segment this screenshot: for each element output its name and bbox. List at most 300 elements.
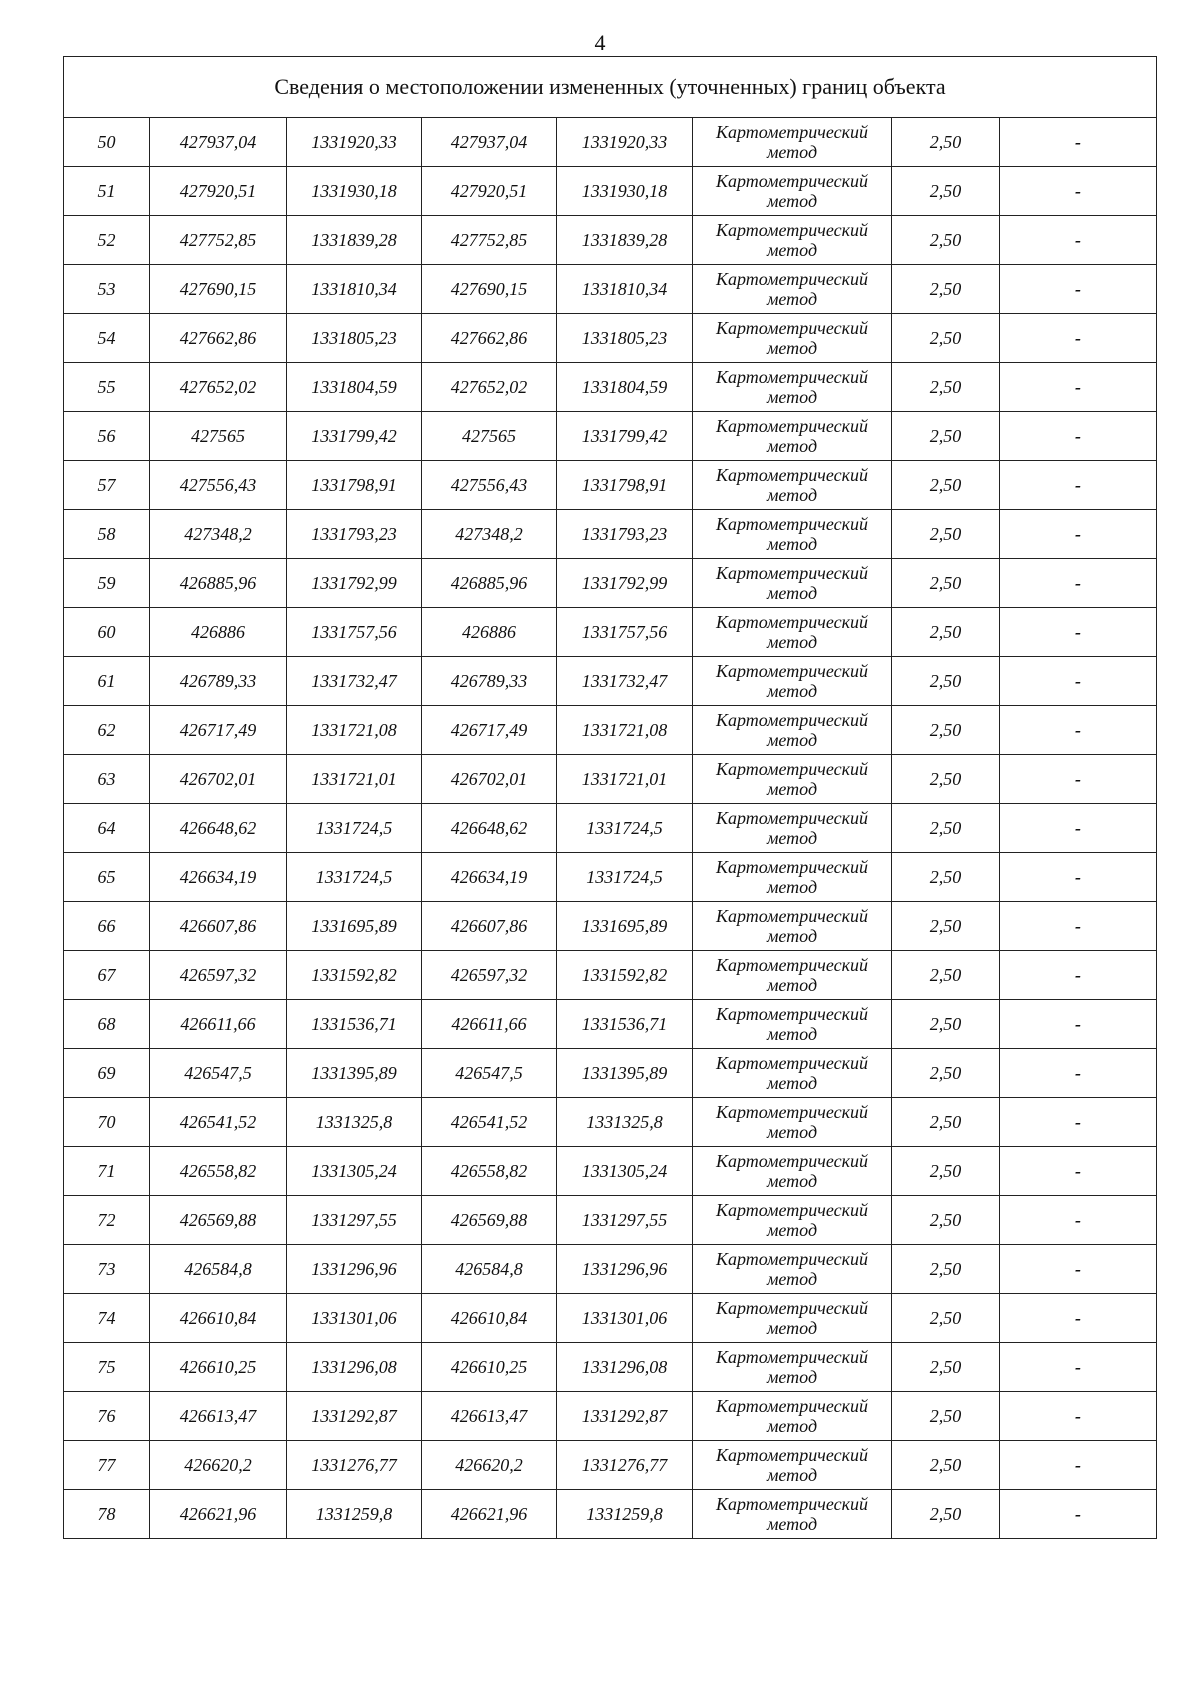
refined-x-cell: 427752,85 xyxy=(422,216,557,265)
method-cell xyxy=(693,608,892,657)
existing-x-cell: 427348,2 xyxy=(150,510,287,559)
note-cell: - xyxy=(1000,1392,1157,1441)
point-number-cell: 71 xyxy=(64,1147,150,1196)
method-line-1: Картометрический xyxy=(715,269,868,289)
method-line-2: метод xyxy=(766,436,818,456)
existing-y-cell: 1331259,8 xyxy=(287,1490,422,1539)
accuracy-cell: 2,50 xyxy=(892,706,1000,755)
method-cell xyxy=(693,1490,892,1539)
accuracy-cell: 2,50 xyxy=(892,1098,1000,1147)
existing-y-cell: 1331804,59 xyxy=(287,363,422,412)
method-cell xyxy=(693,657,892,706)
note-cell: - xyxy=(1000,363,1157,412)
method-cell xyxy=(693,1343,892,1392)
method-cell xyxy=(693,706,892,755)
method-line-2: метод xyxy=(766,534,818,554)
method-cell xyxy=(693,314,892,363)
accuracy-cell: 2,50 xyxy=(892,1245,1000,1294)
table-row xyxy=(64,1000,1157,1049)
method-cell xyxy=(693,216,892,265)
refined-x-cell: 427690,15 xyxy=(422,265,557,314)
method-line-1: Картометрический xyxy=(715,1298,868,1318)
existing-x-cell: 427565 xyxy=(150,412,287,461)
boundary-coordinates-table xyxy=(63,56,1157,1539)
method-cell xyxy=(693,1196,892,1245)
method-line-2: метод xyxy=(766,1367,818,1387)
point-number-cell: 54 xyxy=(64,314,150,363)
refined-y-cell: 1331732,47 xyxy=(557,657,693,706)
point-number-cell: 61 xyxy=(64,657,150,706)
method-line-1: Картометрический xyxy=(715,1347,868,1367)
refined-x-cell: 426607,86 xyxy=(422,902,557,951)
method-line-1: Картометрический xyxy=(715,1151,868,1171)
existing-y-cell: 1331805,23 xyxy=(287,314,422,363)
refined-x-cell: 427937,04 xyxy=(422,118,557,167)
table-row xyxy=(64,412,1157,461)
method-line-2: метод xyxy=(766,1318,818,1338)
page-number: 4 xyxy=(594,30,606,55)
refined-x-cell: 427662,86 xyxy=(422,314,557,363)
refined-y-cell: 1331305,24 xyxy=(557,1147,693,1196)
refined-y-cell: 1331798,91 xyxy=(557,461,693,510)
method-line-2: метод xyxy=(766,1416,818,1436)
existing-x-cell: 427662,86 xyxy=(150,314,287,363)
existing-y-cell: 1331724,5 xyxy=(287,804,422,853)
refined-y-cell: 1331839,28 xyxy=(557,216,693,265)
table-row xyxy=(64,118,1157,167)
refined-y-cell: 1331804,59 xyxy=(557,363,693,412)
method-cell xyxy=(693,510,892,559)
accuracy-cell: 2,50 xyxy=(892,1392,1000,1441)
point-number-cell: 51 xyxy=(64,167,150,216)
accuracy-cell: 2,50 xyxy=(892,1490,1000,1539)
method-cell xyxy=(693,118,892,167)
point-number-cell: 57 xyxy=(64,461,150,510)
point-number-cell: 63 xyxy=(64,755,150,804)
existing-y-cell: 1331798,91 xyxy=(287,461,422,510)
refined-x-cell: 427556,43 xyxy=(422,461,557,510)
accuracy-cell: 2,50 xyxy=(892,657,1000,706)
method-line-2: метод xyxy=(766,485,818,505)
table-header-row xyxy=(64,57,1157,118)
existing-y-cell: 1331793,23 xyxy=(287,510,422,559)
refined-x-cell: 427565 xyxy=(422,412,557,461)
method-line-1: Картометрический xyxy=(715,710,868,730)
note-cell: - xyxy=(1000,167,1157,216)
method-line-2: метод xyxy=(766,926,818,946)
point-number-cell: 69 xyxy=(64,1049,150,1098)
accuracy-cell: 2,50 xyxy=(892,461,1000,510)
refined-y-cell: 1331799,42 xyxy=(557,412,693,461)
note-cell: - xyxy=(1000,706,1157,755)
existing-y-cell: 1331732,47 xyxy=(287,657,422,706)
method-line-2: метод xyxy=(766,338,818,358)
method-cell xyxy=(693,1000,892,1049)
table-row xyxy=(64,951,1157,1000)
existing-y-cell: 1331839,28 xyxy=(287,216,422,265)
point-number-cell: 74 xyxy=(64,1294,150,1343)
accuracy-cell: 2,50 xyxy=(892,608,1000,657)
note-cell: - xyxy=(1000,755,1157,804)
method-line-2: метод xyxy=(766,632,818,652)
refined-y-cell: 1331792,99 xyxy=(557,559,693,608)
method-line-1: Картометрический xyxy=(715,612,868,632)
existing-x-cell: 427937,04 xyxy=(150,118,287,167)
existing-x-cell: 426610,84 xyxy=(150,1294,287,1343)
existing-x-cell: 426584,8 xyxy=(150,1245,287,1294)
point-number-cell: 60 xyxy=(64,608,150,657)
refined-x-cell: 426621,96 xyxy=(422,1490,557,1539)
point-number-cell: 64 xyxy=(64,804,150,853)
note-cell: - xyxy=(1000,559,1157,608)
method-line-2: метод xyxy=(766,975,818,995)
method-line-1: Картометрический xyxy=(715,1004,868,1024)
note-cell: - xyxy=(1000,1196,1157,1245)
existing-y-cell: 1331792,99 xyxy=(287,559,422,608)
refined-y-cell: 1331536,71 xyxy=(557,1000,693,1049)
table-row xyxy=(64,853,1157,902)
existing-y-cell: 1331296,96 xyxy=(287,1245,422,1294)
existing-y-cell: 1331721,01 xyxy=(287,755,422,804)
accuracy-cell: 2,50 xyxy=(892,265,1000,314)
accuracy-cell: 2,50 xyxy=(892,216,1000,265)
method-line-2: метод xyxy=(766,142,818,162)
method-line-2: метод xyxy=(766,877,818,897)
refined-x-cell: 426613,47 xyxy=(422,1392,557,1441)
method-line-1: Картометрический xyxy=(715,416,868,436)
method-line-1: Картометрический xyxy=(715,171,868,191)
note-cell: - xyxy=(1000,1098,1157,1147)
existing-y-cell: 1331757,56 xyxy=(287,608,422,657)
table-row xyxy=(64,559,1157,608)
point-number-cell: 75 xyxy=(64,1343,150,1392)
refined-y-cell: 1331793,23 xyxy=(557,510,693,559)
refined-y-cell: 1331805,23 xyxy=(557,314,693,363)
existing-y-cell: 1331276,77 xyxy=(287,1441,422,1490)
note-cell: - xyxy=(1000,1147,1157,1196)
accuracy-cell: 2,50 xyxy=(892,559,1000,608)
method-line-1: Картометрический xyxy=(715,955,868,975)
existing-x-cell: 426541,52 xyxy=(150,1098,287,1147)
accuracy-cell: 2,50 xyxy=(892,363,1000,412)
refined-x-cell: 427920,51 xyxy=(422,167,557,216)
existing-y-cell: 1331395,89 xyxy=(287,1049,422,1098)
point-number-cell: 58 xyxy=(64,510,150,559)
table-row xyxy=(64,1490,1157,1539)
refined-y-cell: 1331296,96 xyxy=(557,1245,693,1294)
method-line-1: Картометрический xyxy=(715,220,868,240)
existing-x-cell: 426547,5 xyxy=(150,1049,287,1098)
table-body xyxy=(64,57,1157,1539)
method-line-2: метод xyxy=(766,1269,818,1289)
existing-y-cell: 1331695,89 xyxy=(287,902,422,951)
existing-x-cell: 426569,88 xyxy=(150,1196,287,1245)
refined-y-cell: 1331276,77 xyxy=(557,1441,693,1490)
refined-y-cell: 1331395,89 xyxy=(557,1049,693,1098)
refined-y-cell: 1331724,5 xyxy=(557,804,693,853)
point-number-cell: 66 xyxy=(64,902,150,951)
table-row xyxy=(64,363,1157,412)
existing-y-cell: 1331810,34 xyxy=(287,265,422,314)
existing-x-cell: 426607,86 xyxy=(150,902,287,951)
accuracy-cell: 2,50 xyxy=(892,1294,1000,1343)
note-cell: - xyxy=(1000,412,1157,461)
existing-y-cell: 1331799,42 xyxy=(287,412,422,461)
refined-y-cell: 1331810,34 xyxy=(557,265,693,314)
refined-x-cell: 426634,19 xyxy=(422,853,557,902)
method-line-2: метод xyxy=(766,1122,818,1142)
note-cell: - xyxy=(1000,853,1157,902)
refined-y-cell: 1331695,89 xyxy=(557,902,693,951)
existing-x-cell: 426702,01 xyxy=(150,755,287,804)
note-cell: - xyxy=(1000,804,1157,853)
table-row xyxy=(64,265,1157,314)
method-cell xyxy=(693,167,892,216)
method-line-1: Картометрический xyxy=(715,906,868,926)
existing-x-cell: 427920,51 xyxy=(150,167,287,216)
method-cell xyxy=(693,1294,892,1343)
method-line-1: Картометрический xyxy=(715,759,868,779)
existing-x-cell: 426613,47 xyxy=(150,1392,287,1441)
method-line-2: метод xyxy=(766,1465,818,1485)
note-cell: - xyxy=(1000,461,1157,510)
accuracy-cell: 2,50 xyxy=(892,1441,1000,1490)
accuracy-cell: 2,50 xyxy=(892,951,1000,1000)
table-row xyxy=(64,1098,1157,1147)
note-cell: - xyxy=(1000,1441,1157,1490)
note-cell: - xyxy=(1000,1245,1157,1294)
table-row xyxy=(64,608,1157,657)
note-cell: - xyxy=(1000,902,1157,951)
point-number-cell: 50 xyxy=(64,118,150,167)
existing-x-cell: 426886 xyxy=(150,608,287,657)
accuracy-cell: 2,50 xyxy=(892,1196,1000,1245)
existing-y-cell: 1331724,5 xyxy=(287,853,422,902)
existing-x-cell: 426621,96 xyxy=(150,1490,287,1539)
table-row xyxy=(64,902,1157,951)
method-line-2: метод xyxy=(766,289,818,309)
method-cell xyxy=(693,1392,892,1441)
method-line-2: метод xyxy=(766,779,818,799)
method-line-1: Картометрический xyxy=(715,1396,868,1416)
point-number-cell: 55 xyxy=(64,363,150,412)
table-row xyxy=(64,1049,1157,1098)
refined-y-cell: 1331920,33 xyxy=(557,118,693,167)
point-number-cell: 78 xyxy=(64,1490,150,1539)
table-row xyxy=(64,167,1157,216)
method-cell xyxy=(693,461,892,510)
table-row xyxy=(64,216,1157,265)
table-row xyxy=(64,804,1157,853)
accuracy-cell: 2,50 xyxy=(892,902,1000,951)
point-number-cell: 53 xyxy=(64,265,150,314)
table-row xyxy=(64,706,1157,755)
method-line-1: Картометрический xyxy=(715,661,868,681)
existing-x-cell: 427752,85 xyxy=(150,216,287,265)
accuracy-cell: 2,50 xyxy=(892,510,1000,559)
existing-y-cell: 1331930,18 xyxy=(287,167,422,216)
existing-x-cell: 426634,19 xyxy=(150,853,287,902)
method-line-2: метод xyxy=(766,1171,818,1191)
existing-x-cell: 426717,49 xyxy=(150,706,287,755)
accuracy-cell: 2,50 xyxy=(892,1343,1000,1392)
method-cell xyxy=(693,951,892,1000)
refined-x-cell: 426611,66 xyxy=(422,1000,557,1049)
method-cell xyxy=(693,1049,892,1098)
note-cell: - xyxy=(1000,510,1157,559)
note-cell: - xyxy=(1000,1000,1157,1049)
refined-y-cell: 1331757,56 xyxy=(557,608,693,657)
refined-x-cell: 426610,84 xyxy=(422,1294,557,1343)
refined-x-cell: 426584,8 xyxy=(422,1245,557,1294)
table-row xyxy=(64,1343,1157,1392)
existing-x-cell: 426620,2 xyxy=(150,1441,287,1490)
refined-y-cell: 1331325,8 xyxy=(557,1098,693,1147)
method-line-1: Картометрический xyxy=(715,1200,868,1220)
refined-x-cell: 426558,82 xyxy=(422,1147,557,1196)
method-cell xyxy=(693,265,892,314)
refined-x-cell: 426789,33 xyxy=(422,657,557,706)
table-row xyxy=(64,755,1157,804)
note-cell: - xyxy=(1000,216,1157,265)
refined-y-cell: 1331721,01 xyxy=(557,755,693,804)
accuracy-cell: 2,50 xyxy=(892,314,1000,363)
existing-y-cell: 1331292,87 xyxy=(287,1392,422,1441)
point-number-cell: 76 xyxy=(64,1392,150,1441)
existing-x-cell: 426597,32 xyxy=(150,951,287,1000)
note-cell: - xyxy=(1000,1490,1157,1539)
note-cell: - xyxy=(1000,1343,1157,1392)
method-cell xyxy=(693,559,892,608)
table-row xyxy=(64,1196,1157,1245)
method-line-2: метод xyxy=(766,240,818,260)
refined-y-cell: 1331930,18 xyxy=(557,167,693,216)
method-line-1: Картометрический xyxy=(715,563,868,583)
existing-y-cell: 1331301,06 xyxy=(287,1294,422,1343)
point-number-cell: 68 xyxy=(64,1000,150,1049)
method-cell xyxy=(693,853,892,902)
method-line-2: метод xyxy=(766,583,818,603)
method-cell xyxy=(693,1147,892,1196)
accuracy-cell: 2,50 xyxy=(892,118,1000,167)
refined-y-cell: 1331297,55 xyxy=(557,1196,693,1245)
point-number-cell: 77 xyxy=(64,1441,150,1490)
method-line-2: метод xyxy=(766,387,818,407)
table-row xyxy=(64,461,1157,510)
refined-y-cell: 1331721,08 xyxy=(557,706,693,755)
existing-y-cell: 1331536,71 xyxy=(287,1000,422,1049)
method-line-1: Картометрический xyxy=(715,857,868,877)
method-line-2: метод xyxy=(766,1073,818,1093)
refined-x-cell: 426886 xyxy=(422,608,557,657)
table-header: Сведения о местоположении измененных (уточненных) границ объекта xyxy=(64,57,1157,118)
existing-x-cell: 426611,66 xyxy=(150,1000,287,1049)
refined-x-cell: 426702,01 xyxy=(422,755,557,804)
refined-y-cell: 1331724,5 xyxy=(557,853,693,902)
existing-x-cell: 427690,15 xyxy=(150,265,287,314)
existing-y-cell: 1331325,8 xyxy=(287,1098,422,1147)
note-cell: - xyxy=(1000,608,1157,657)
existing-y-cell: 1331721,08 xyxy=(287,706,422,755)
method-line-2: метод xyxy=(766,191,818,211)
refined-x-cell: 426597,32 xyxy=(422,951,557,1000)
point-number-cell: 70 xyxy=(64,1098,150,1147)
method-line-1: Картометрический xyxy=(715,1102,868,1122)
method-cell xyxy=(693,902,892,951)
refined-x-cell: 426541,52 xyxy=(422,1098,557,1147)
point-number-cell: 72 xyxy=(64,1196,150,1245)
refined-y-cell: 1331296,08 xyxy=(557,1343,693,1392)
refined-x-cell: 426885,96 xyxy=(422,559,557,608)
accuracy-cell: 2,50 xyxy=(892,804,1000,853)
table-row xyxy=(64,314,1157,363)
point-number-cell: 59 xyxy=(64,559,150,608)
refined-y-cell: 1331301,06 xyxy=(557,1294,693,1343)
refined-x-cell: 426569,88 xyxy=(422,1196,557,1245)
accuracy-cell: 2,50 xyxy=(892,412,1000,461)
point-number-cell: 62 xyxy=(64,706,150,755)
existing-x-cell: 426558,82 xyxy=(150,1147,287,1196)
note-cell: - xyxy=(1000,1294,1157,1343)
note-cell: - xyxy=(1000,314,1157,363)
existing-y-cell: 1331297,55 xyxy=(287,1196,422,1245)
existing-y-cell: 1331305,24 xyxy=(287,1147,422,1196)
method-line-1: Картометрический xyxy=(715,465,868,485)
point-number-cell: 73 xyxy=(64,1245,150,1294)
note-cell: - xyxy=(1000,1049,1157,1098)
method-line-1: Картометрический xyxy=(715,1053,868,1073)
refined-x-cell: 427348,2 xyxy=(422,510,557,559)
method-cell xyxy=(693,804,892,853)
table-row xyxy=(64,1392,1157,1441)
method-cell xyxy=(693,363,892,412)
existing-x-cell: 427556,43 xyxy=(150,461,287,510)
accuracy-cell: 2,50 xyxy=(892,755,1000,804)
refined-y-cell: 1331592,82 xyxy=(557,951,693,1000)
point-number-cell: 67 xyxy=(64,951,150,1000)
method-line-2: метод xyxy=(766,828,818,848)
accuracy-cell: 2,50 xyxy=(892,1049,1000,1098)
table-row xyxy=(64,510,1157,559)
method-line-1: Картометрический xyxy=(715,122,868,142)
existing-x-cell: 426789,33 xyxy=(150,657,287,706)
method-line-2: метод xyxy=(766,1220,818,1240)
existing-y-cell: 1331296,08 xyxy=(287,1343,422,1392)
note-cell: - xyxy=(1000,951,1157,1000)
method-cell xyxy=(693,1441,892,1490)
method-line-2: метод xyxy=(766,681,818,701)
method-line-1: Картометрический xyxy=(715,808,868,828)
refined-x-cell: 427652,02 xyxy=(422,363,557,412)
existing-x-cell: 427652,02 xyxy=(150,363,287,412)
method-cell xyxy=(693,755,892,804)
existing-y-cell: 1331920,33 xyxy=(287,118,422,167)
refined-x-cell: 426547,5 xyxy=(422,1049,557,1098)
method-line-2: метод xyxy=(766,1024,818,1044)
method-line-1: Картометрический xyxy=(715,514,868,534)
table-row xyxy=(64,1245,1157,1294)
method-line-1: Картометрический xyxy=(715,1494,868,1514)
method-line-2: метод xyxy=(766,1514,818,1534)
method-line-1: Картометрический xyxy=(715,367,868,387)
refined-x-cell: 426620,2 xyxy=(422,1441,557,1490)
note-cell: - xyxy=(1000,265,1157,314)
refined-x-cell: 426610,25 xyxy=(422,1343,557,1392)
existing-x-cell: 426610,25 xyxy=(150,1343,287,1392)
method-line-1: Картометрический xyxy=(715,318,868,338)
note-cell: - xyxy=(1000,657,1157,706)
table-row xyxy=(64,657,1157,706)
